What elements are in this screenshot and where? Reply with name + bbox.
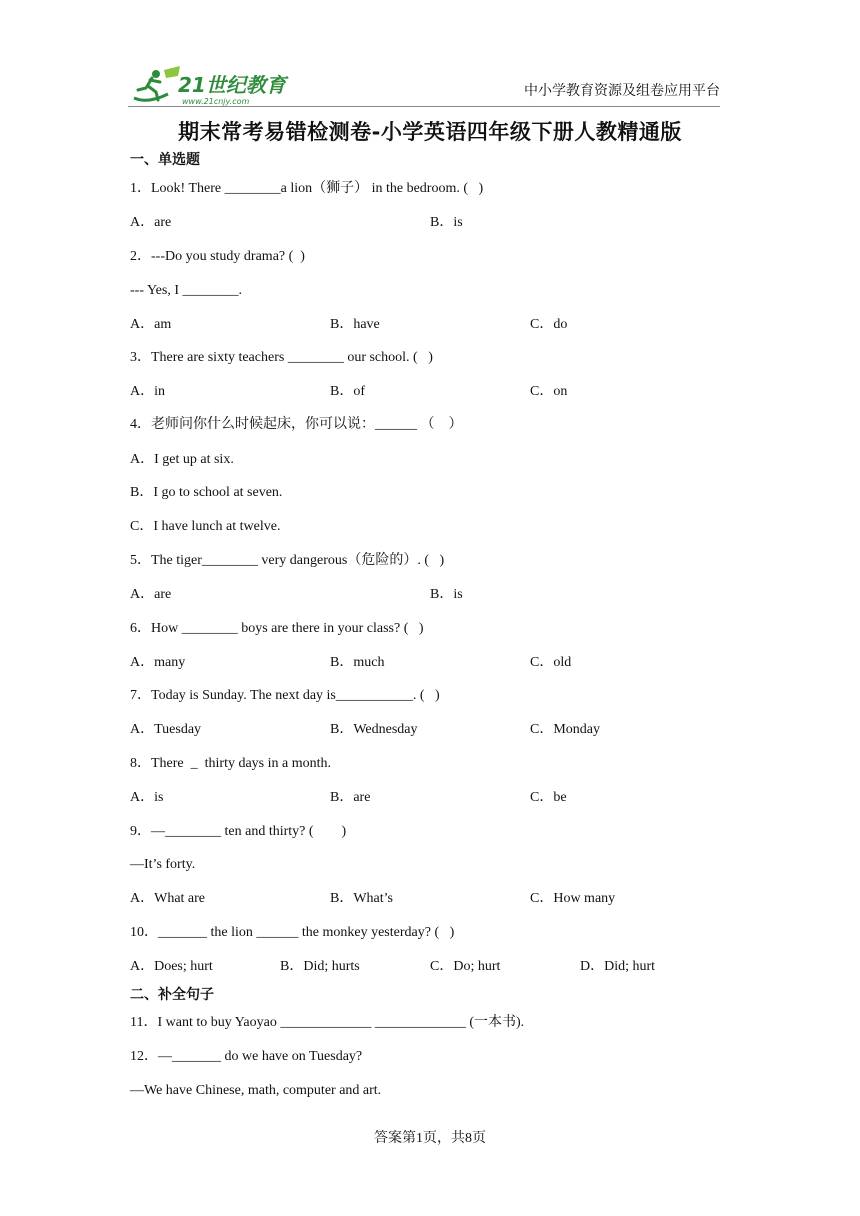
question-9-stem-2: —It’s forty. [130,857,196,872]
question-3-option-a[interactable]: A．in [130,384,165,399]
question-11-stem: 11．I want to buy Yaoyao _____________ _____________ (一本书). [130,1015,525,1030]
question-2-option-a[interactable]: A．am [130,317,172,332]
question-6-option-c[interactable]: C．old [530,655,572,670]
question-4-stem: 4．老师问你什么时候起床，你可以说：______ （ ） [130,417,463,432]
page-footer: 答案第1页，共8页 [374,1131,486,1146]
question-4-option-c[interactable]: C．I have lunch at twelve. [130,519,281,534]
question-6-option-a[interactable]: A．many [130,655,186,670]
question-4-option-b[interactable]: B．I go to school at seven. [130,485,283,500]
question-10-option-a[interactable]: A．Does; hurt [130,959,213,974]
question-10-stem: 10．_______ the lion ______ the monkey yesterday? ( ) [130,925,455,940]
question-7-option-c[interactable]: C．Monday [530,722,600,737]
question-7-stem: 7．Today is Sunday. The next day is___________. ( ) [130,688,440,703]
runner-logo-icon [128,64,298,108]
svg-text:21世纪教育: 21世纪教育 [178,73,286,97]
section-heading: 一、单选题 [130,152,200,168]
question-2-stem: 2．---Do you study drama? ( ) [130,249,305,264]
question-2-option-c[interactable]: C．do [530,317,568,332]
question-8-option-c[interactable]: C．be [530,790,567,805]
svg-text:www.21cnjy.com: www.21cnjy.com [182,97,250,106]
question-9-option-b[interactable]: B．What’s [330,891,393,906]
question-6-option-b[interactable]: B．much [330,655,385,670]
site-logo [128,64,298,108]
question-2-stem-2: --- Yes, I ________. [130,283,242,298]
question-9-stem: 9．—________ ten and thirty? ( ) [130,824,347,839]
question-3-option-c[interactable]: C．on [530,384,568,399]
header-divider [128,106,720,107]
question-5-option-b[interactable]: B．is [430,587,463,602]
question-7-option-a[interactable]: A．Tuesday [130,722,202,737]
question-12-stem-2: —We have Chinese, math, computer and art. [130,1083,382,1098]
question-1-option-b[interactable]: B．is [430,215,463,230]
section-heading: 二、补全句子 [130,987,214,1003]
question-12-stem: 12．—_______ do we have on Tuesday? [130,1049,363,1064]
question-3-option-b[interactable]: B．of [330,384,365,399]
question-6-stem: 6．How ________ boys are there in your class? ( ) [130,621,424,636]
page-title: 期末常考易错检测卷-小学英语四年级下册人教精通版 [178,120,682,144]
question-9-option-c[interactable]: C．How many [530,891,616,906]
question-2-option-b[interactable]: B．have [330,317,380,332]
question-5-stem: 5．The tiger________ very dangerous（危险的）. ( ) [130,553,445,568]
question-1-stem: 1．Look! There ________a lion（狮子） in the bedroom. ( ) [130,181,484,196]
question-10-option-c[interactable]: C．Do; hurt [430,959,501,974]
question-8-option-b[interactable]: B．are [330,790,371,805]
question-7-option-b[interactable]: B．Wednesday [330,722,418,737]
question-4-option-a[interactable]: A．I get up at six. [130,452,234,467]
question-1-option-a[interactable]: A．are [130,215,172,230]
platform-name: 中小学教育资源及组卷应用平台 [524,84,720,99]
question-3-stem: 3．There are sixty teachers ________ our school. ( ) [130,350,433,365]
question-10-option-d[interactable]: D．Did; hurt [580,959,656,974]
question-5-option-a[interactable]: A．are [130,587,172,602]
question-8-option-a[interactable]: A．is [130,790,164,805]
question-8-stem: 8．There _ thirty days in a month. [130,756,332,771]
question-10-option-b[interactable]: B．Did; hurts [280,959,360,974]
question-9-option-a[interactable]: A．What are [130,891,206,906]
